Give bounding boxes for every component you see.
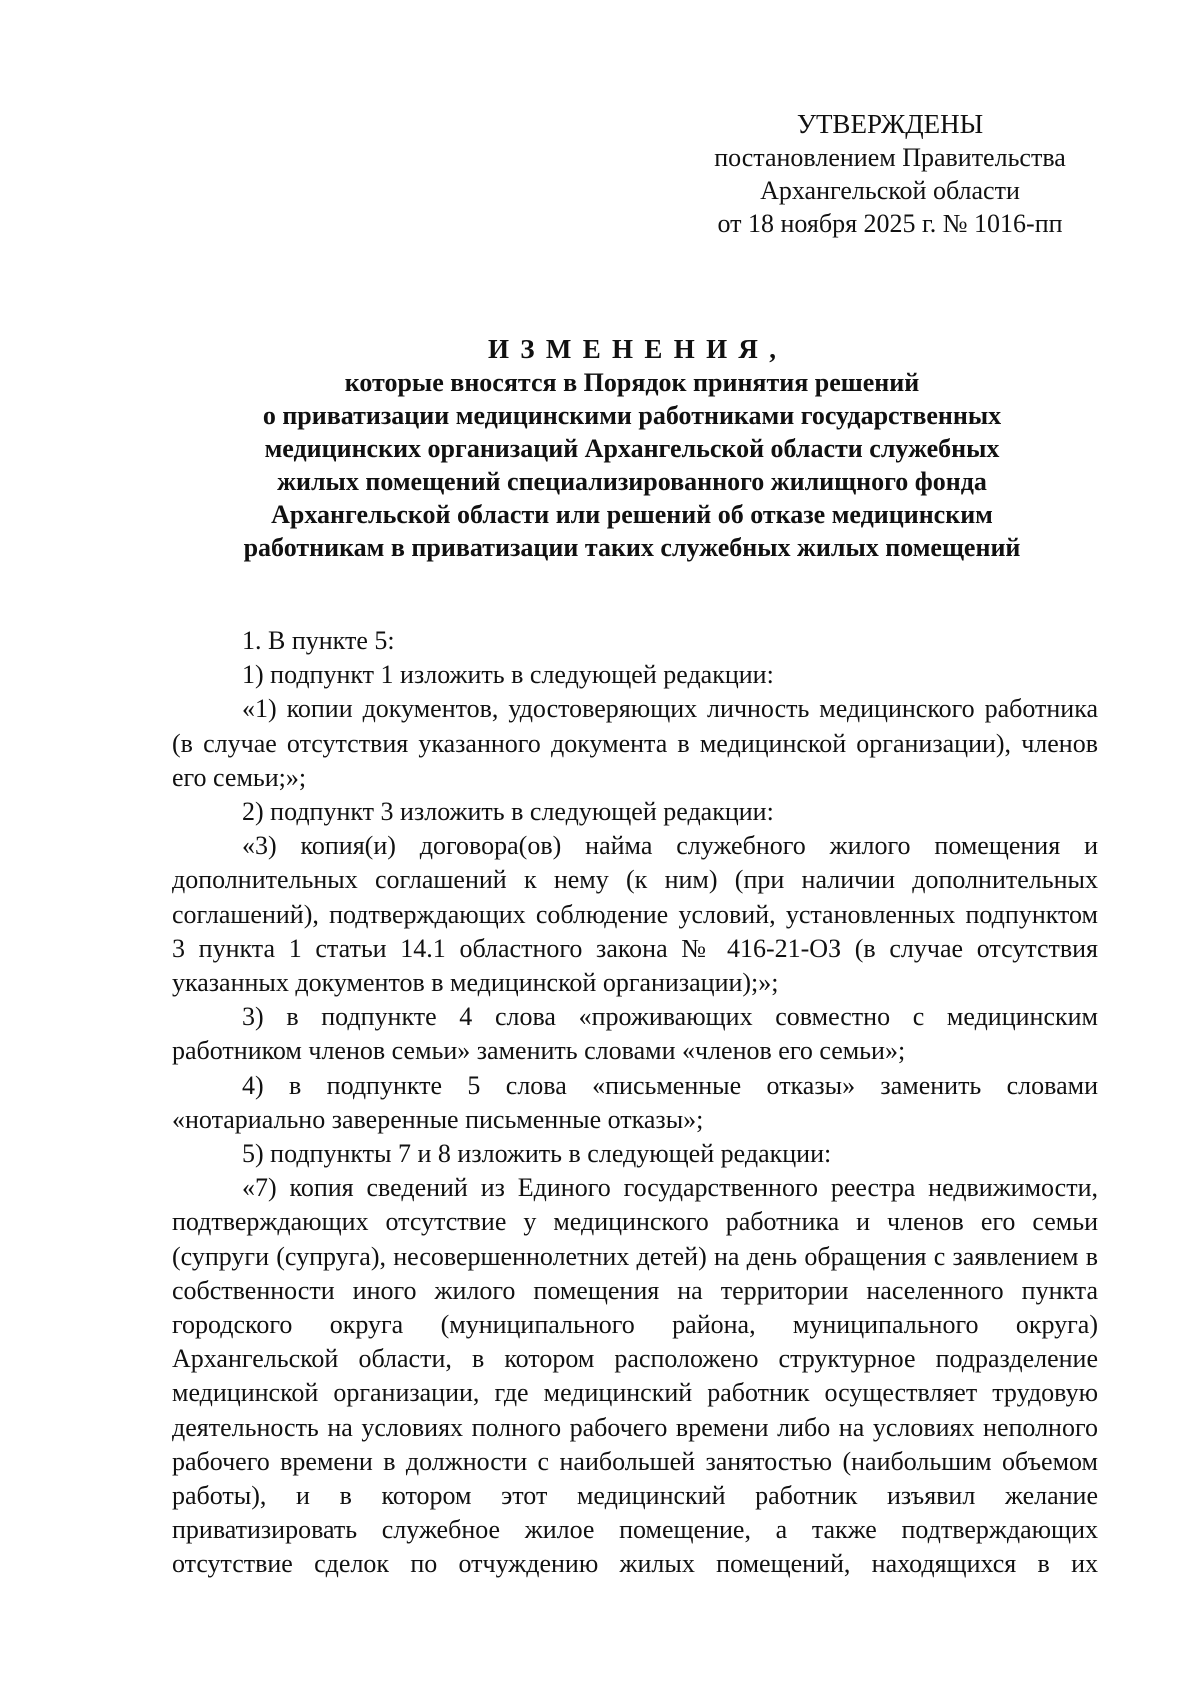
approval-line-date-number: от 18 ноября 2025 г. № 1016-пп <box>717 209 1063 238</box>
approval-block <box>700 108 1080 240</box>
heading-line: медицинских организаций Архангельской области служебных <box>264 434 1000 463</box>
heading-line: которые вносятся в Порядок принятия решений <box>344 368 920 397</box>
heading-line: Архангельской области или решений об отказе медицинским <box>271 500 993 529</box>
approval-line-decree: постановлением Правительства <box>714 143 1066 172</box>
document-heading <box>170 333 1094 564</box>
document-body <box>172 624 1098 1582</box>
paragraph-subitem-3: 3) в подпункте 4 слова «проживающих совместно с медицинским работником членов семьи» заменить словами «членов его семьи»; <box>172 1002 1098 1066</box>
heading-line: жилых помещений специализированного жилищного фонда <box>277 467 987 496</box>
paragraph-subitem-2: 2) подпункт 3 изложить в следующей редакции: <box>242 797 774 827</box>
paragraph-item-1: 1. В пункте 5: <box>242 626 395 655</box>
paragraph-subitem-4: 4) в подпункте 5 слова «письменные отказы» заменить словами «нотариально заверенные письменные отказы»; <box>172 1070 1098 1134</box>
paragraph-new-wording-3: «3) копия(и) договора(ов) найма служебного жилого помещения и дополнительных соглашений к нему (к ним) (при наличии дополнительных соглашений), подтверждающих соблюдение условий, установленных подпунктом 3 пункта 1 статьи 14.1 областного закона № 416-21-ОЗ (в случае отсутствия указанных документов в медицинской организации);»; <box>172 831 1098 998</box>
paragraph-new-wording-1: «1) копии документов, удостоверяющих личность медицинского работника (в случае отсутствия указанного документа в медицинской организации), членов его семьи;»; <box>172 694 1098 792</box>
approval-title: УТВЕРЖДЕНЫ <box>796 109 984 139</box>
approval-line-region: Архангельской области <box>760 176 1020 205</box>
paragraph-subitem-5: 5) подпункты 7 и 8 изложить в следующей редакции: <box>242 1139 832 1169</box>
paragraph-subitem-1: 1) подпункт 1 изложить в следующей редакции: <box>242 660 774 690</box>
heading-line: работникам в приватизации таких служебных жилых помещений <box>243 533 1021 562</box>
heading-title: ИЗМЕНЕНИЯ, <box>487 334 788 364</box>
heading-line: о приватизации медицинскими работниками государственных <box>262 401 1002 430</box>
paragraph-new-wording-7: «7) копия сведений из Единого государственного реестра недвижимости, подтверждающих отсутствие у медицинского работника и членов его семьи (супруги (супруга), несовершеннолетних детей) на день обращения с заявлением в собственности иного жилого помещения на территории населенного пункта городского округа (муниципального района, муниципального округа) Архангельской области, в котором расположено структурное подразделение медицинской организации, где медицинский работник осуществляет трудовую деятельность на условиях полного рабочего времени либо на условиях неполного рабочего времени в должности с наибольшей занятостью (наибольшим объемом работы), и в котором этот медицинский работник изъявил желание приватизировать служебное жилое помещение, а также подтверждающих отсутствие сделок по отчуждению жилых помещений, находящихся в их <box>172 1173 1098 1579</box>
